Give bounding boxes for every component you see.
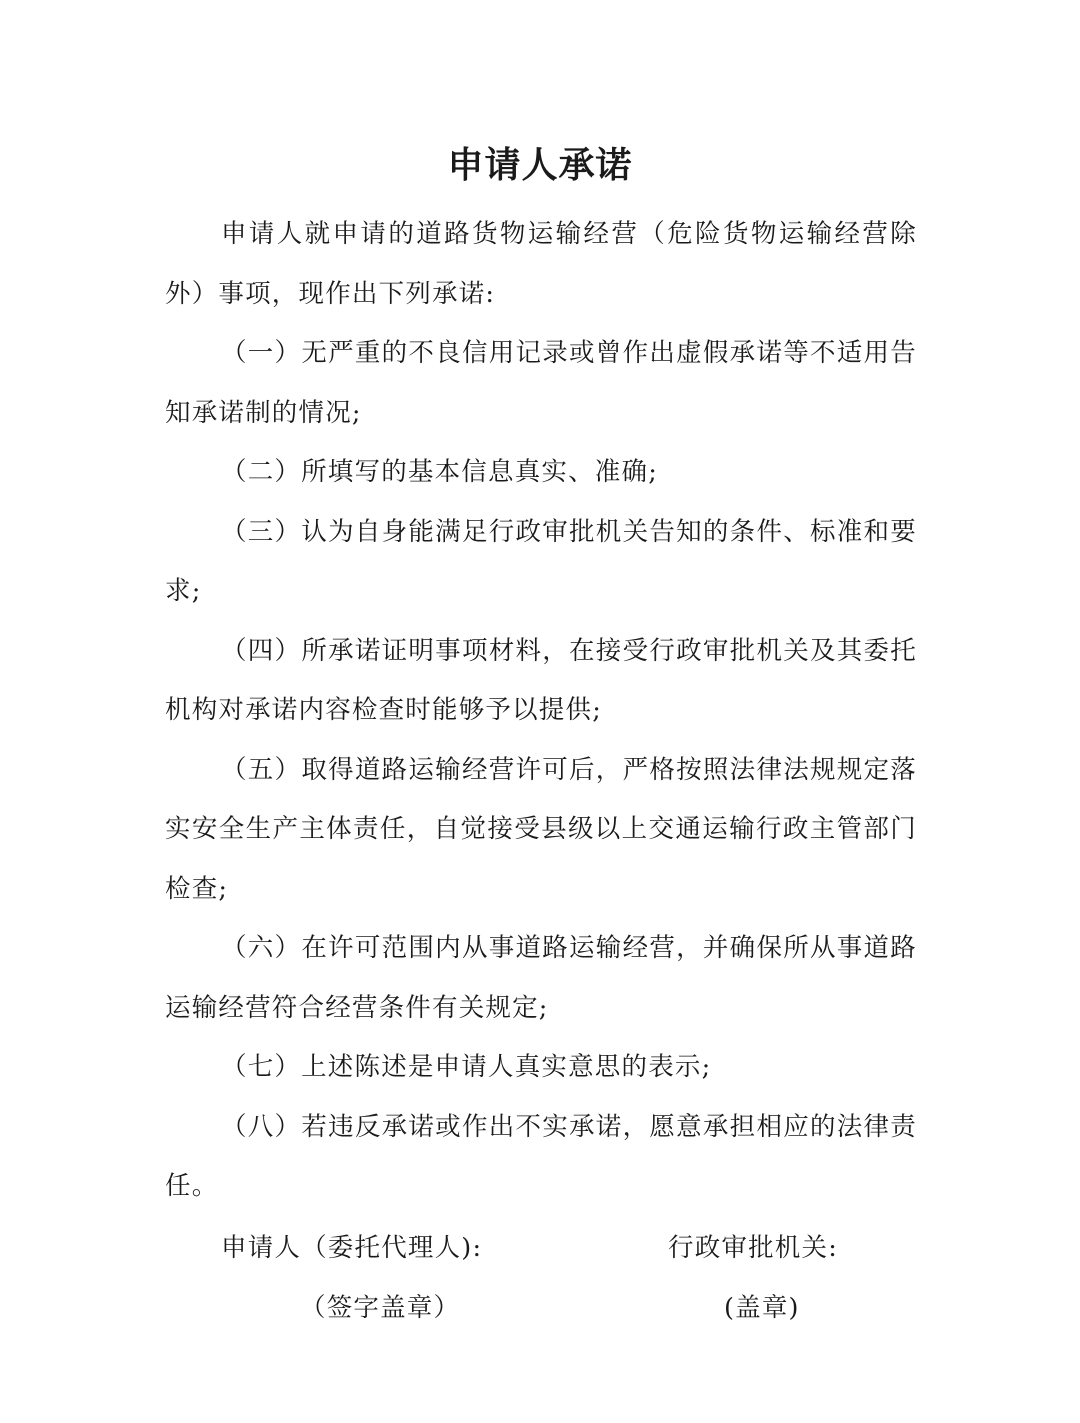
commitment-item-5: （五）取得道路运输经营许可后，严格按照法律法规规定落实安全生产主体责任，自觉接受县级以上交通运输行政主管部门检查; [165,754,917,904]
authority-seal-note: (盖章) [724,1293,800,1323]
commitment-item-7: （七）上述陈述是申请人真实意思的表示; [221,1052,712,1082]
applicant-label: 申请人（委托代理人): [221,1233,483,1263]
commitment-item-8: （八）若违反承诺或作出不实承诺，愿意承担相应的法律责任。 [165,1111,917,1201]
commitment-item-3: （三）认为自身能满足行政审批机关告知的条件、标准和要求; [165,516,917,606]
commitment-item-2: （二）所填写的基本信息真实、准确; [221,457,658,487]
intro-paragraph: 申请人就申请的道路货物运输经营（危险货物运输经营除外）事项，现作出下列承诺: [165,219,917,309]
document-title: 申请人承诺 [447,145,633,186]
commitment-item-1: （一）无严重的不良信用记录或曾作出虚假承诺等不适用告知承诺制的情况; [165,338,917,428]
commitment-item-6: （六）在许可范围内从事道路运输经营，并确保所从事道路运输经营符合经营条件有关规定; [165,933,917,1023]
authority-label: 行政审批机关: [668,1233,838,1263]
commitment-body [165,205,917,1217]
applicant-sign-note: （签字盖章） [300,1293,461,1323]
commitment-item-4: （四）所承诺证明事项材料，在接受行政审批机关及其委托机构对承诺内容检查时能够予以提供; [165,635,917,725]
